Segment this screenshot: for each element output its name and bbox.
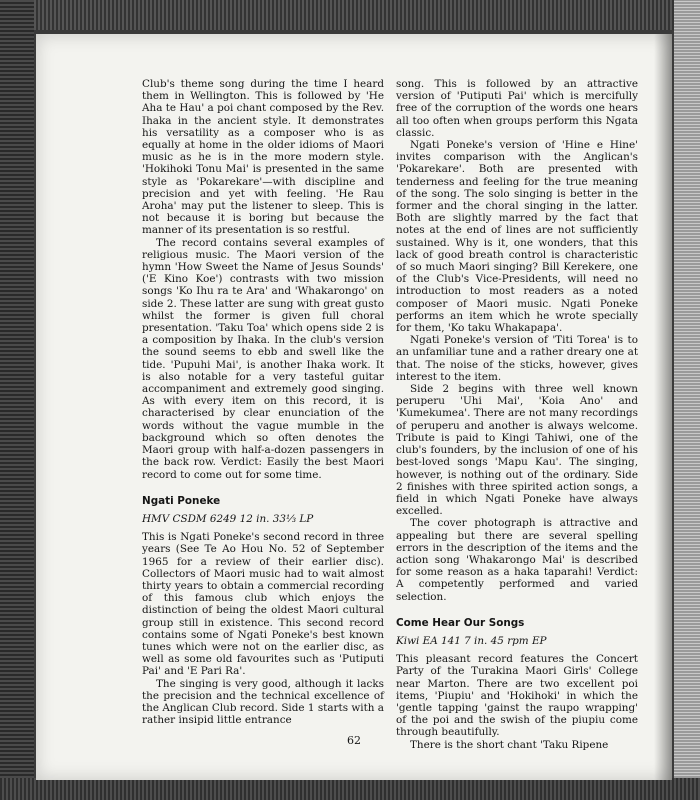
- left-paragraph-3: This is Ngati Poneke's second record in three years (See Te Ao Hou No. 52 of September 1965 for a review of their earlier disc). Collectors of Maori music had to wait almost thirty years to obtain a commercial recording of this famous club which enjoys the distinction of being the oldest Maori cultural group still in existence. This second record contains some of Ngati Poneke's best known tunes which were not on the earlier disc, as well as some old favourites such as 'Putiputi Pai' and 'E Pari Ra'.: [142, 531, 384, 678]
- review-catalog-ngati-poneke: HMV CSDM 6249 12 in. 33⅓ LP: [142, 512, 314, 525]
- review-catalog-kiwi: Kiwi EA 141 7 in. 45 rpm EP: [396, 634, 547, 647]
- right-paragraph-4: Side 2 begins with three well known peruperu 'Uhi Mai', 'Koia Ano' and 'Kumekumea'. There are not many recordings of peruperu and another is always welcome. Tribute is paid to Kingi Tahiwi, one of the club's founders, by the inclusion of one of his best-loved songs 'Mapu Kau'. The singing, however, is nothing out of the ordinary. Side 2 finishes with three spirited action songs, a field in which Ngati Poneke have always excelled.: [396, 383, 638, 518]
- right-column: [396, 78, 638, 751]
- right-paragraph-1: song. This is followed by an attractive version of 'Putiputi Pai' which is mercifully free of the corruption of the words one hears all too often when groups perform this Ngata classic.: [396, 78, 638, 139]
- left-column: [142, 78, 384, 726]
- left-paragraph-1: Club's theme song during the time I heard them in Wellington. This is followed by 'He Aha te Hau' a poi chant composed by the Rev. Ihaka in the ancient style. It demonstrates his versatility as a composer who is as equally at home in the older idioms of Maori music as he is in the more modern style. 'Hokihoki Tonu Mai' is presented in the same style as 'Pokarekare'—with discipline and precision and yet with feeling. 'He Rau Aroha' may put the listener to sleep. This is not because it is boring but because the manner of its presentation is so restful.: [142, 78, 384, 237]
- review-title-ngati-poneke: Ngati Poneke: [142, 494, 221, 507]
- scanned-page: [36, 34, 672, 780]
- scan-border-left: [0, 0, 34, 800]
- right-paragraph-7: There is the short chant 'Taku Ripene: [410, 738, 609, 751]
- scan-border-right: [674, 0, 700, 800]
- scan-border-top: [0, 0, 700, 30]
- page-spine-shadow: [654, 34, 672, 780]
- page-number: 62: [347, 734, 361, 747]
- right-paragraph-3: Ngati Poneke's version of 'Titi Torea' is to an unfamiliar tune and a rather dreary one at that. The noise of the sticks, however, gives interest to the item.: [396, 334, 638, 383]
- right-paragraph-5: The cover photograph is attractive and appealing but there are several spelling errors in the description of the items and the action song 'Whakarongo Mai' is described for some reason as a haka taparahi! Verdict: A competently performed and varied selection.: [396, 517, 638, 603]
- left-paragraph-4: The singing is very good, although it lacks the precision and the technical excellence of the Anglican Club record. Side 1 starts with a rather insipid little entrance: [142, 677, 384, 727]
- scan-border-bottom: [0, 778, 700, 800]
- left-paragraph-2: The record contains several examples of religious music. The Maori version of the hymn 'How Sweet the Name of Jesus Sounds' ('E Kino Koe') contrasts with two mission songs 'Ko Ihu ra te Ara' and 'Whakarongo' on side 2. These latter are sung with great gusto whilst the former is given full choral presentation. 'Taku Toa' which opens side 2 is a composition by Ihaka. In the club's version the sound seems to ebb and swell like the tide. 'Pupuhi Mai', is another Ihaka work. It is also notable for a very tasteful guitar accompaniment and extremely good singing. As with every item on this record, it is characterised by clear enunciation of the words without the vague mumble in the background which so often denotes the Maori group with half-a-dozen passengers in the back row. Verdict: Easily the best Maori record to come out for some time.: [142, 236, 384, 481]
- review-title-come-hear-our-songs: Come Hear Our Songs: [396, 616, 525, 629]
- right-paragraph-6: This pleasant record features the Concert Party of the Turakina Maori Girls' College near Marton. There are two excellent poi items, 'Piupiu' and 'Hokihoki' in which the 'gentle tapping 'gainst the raupo wrapping' of the poi and the swish of the piupiu come through beautifully.: [396, 653, 638, 739]
- right-paragraph-2: Ngati Poneke's version of 'Hine e Hine' invites comparison with the Anglican's 'Pokarekare'. Both are presented with tenderness and feeling for the true meaning of the song. The solo singing is better in the former and the choral singing in the latter. Both are slightly marred by the fact that notes at the end of lines are not sufficiently sustained. Why is it, one wonders, that this lack of good breath control is characteristic of so much Maori singing? Bill Kerekere, one of the Club's Vice-Presidents, will need no introduction to most readers as a noted composer of Maori music. Ngati Poneke performs an item which he wrote specially for them, 'Ko taku Whakapapa'.: [396, 139, 638, 335]
